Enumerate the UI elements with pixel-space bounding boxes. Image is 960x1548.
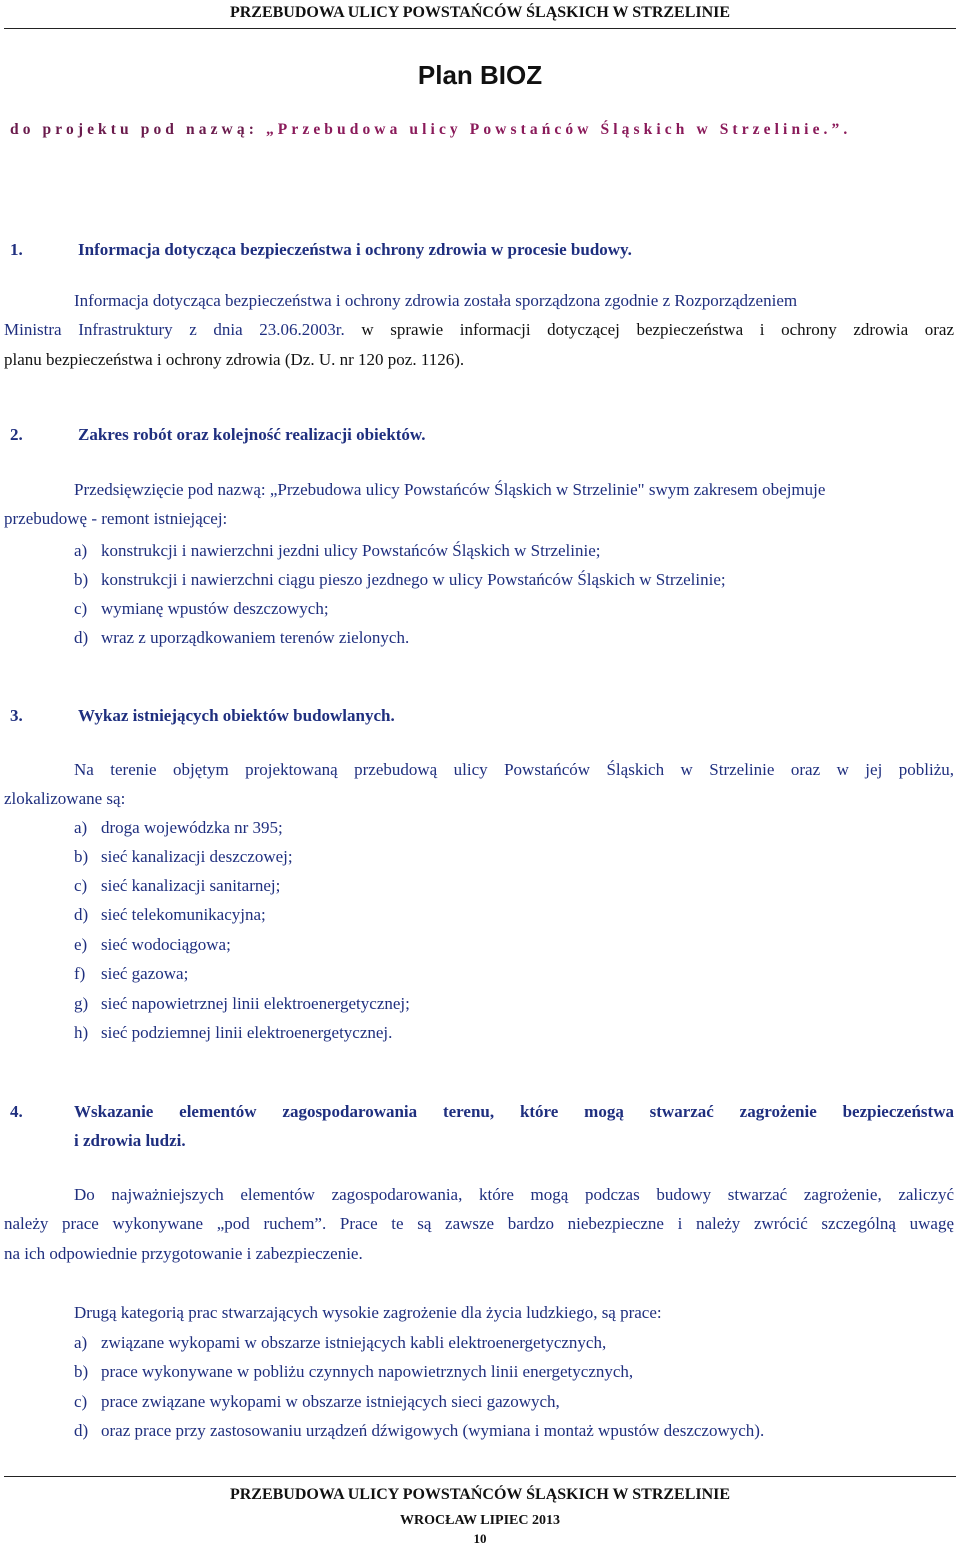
section-1-title: Informacja dotycząca bezpieczeństwa i ochrony zdrowia w procesie budowy.	[78, 240, 632, 259]
section-2-title: Zakres robót oraz kolejność realizacji obiektów.	[78, 425, 426, 444]
footer-rule	[4, 1476, 956, 1477]
running-header: PRZEBUDOWA ULICY POWSTAŃCÓW ŚLĄSKICH W STRZELINIE	[229, 4, 731, 21]
section-1-line-blue-part: Ministra Infrastruktury z dnia 23.06.2003r.	[4, 320, 345, 339]
page-number: 10	[473, 1531, 487, 1546]
running-footer: PRZEBUDOWA ULICY POWSTAŃCÓW ŚLĄSKICH W STRZELINIE	[229, 1486, 731, 1503]
list-item: c) prace związane wykopami w obszarze istniejących sieci gazowych,	[74, 1392, 560, 1411]
section-1-line: Informacja dotycząca bezpieczeństwa i ochrony zdrowia została sporządzona zgodnie z Rozporządzeniem	[74, 291, 798, 310]
section-1-line: planu bezpieczeństwa i ochrony zdrowia (Dz. U. nr 120 poz. 1126).	[4, 350, 465, 369]
section-3-number: 3.	[10, 706, 23, 725]
list-item: a) związane wykopami w obszarze istniejących kabli elektroenergetycznych,	[74, 1333, 607, 1352]
section-2-line: przebudowę - remont istniejącej:	[4, 509, 228, 528]
list-item: f) sieć gazowa;	[74, 964, 189, 983]
section-4-para-line: Do najważniejszych elementów zagospodarowania, które mogą podczas budowy stwarzać zagrożenie, zaliczyć	[74, 1185, 954, 1204]
list-item: d) wraz z uporządkowaniem terenów zielonych.	[74, 628, 410, 647]
list-item: b) konstrukcji i nawierzchni ciągu pieszo jezdnego w ulicy Powstańców Śląskich w Strzelinie;	[74, 570, 726, 589]
list-item: a) konstrukcji i nawierzchni jezdni ulicy Powstańców Śląskich w Strzelinie;	[74, 541, 601, 560]
section-4-para-line: należy prace wykonywane „pod ruchem”. Prace te są zawsze bardzo niebezpieczne i należy zwrócić szczególną uwagę	[4, 1214, 954, 1233]
header-rule	[4, 28, 956, 29]
document-title: Plan BIOZ	[417, 60, 543, 90]
section-3-title: Wykaz istniejących obiektów budowlanych.	[78, 706, 395, 725]
list-item: b) prace wykonywane w pobliżu czynnych napowietrznych linii energetycznych,	[74, 1362, 634, 1381]
section-2-number: 2.	[10, 425, 23, 444]
section-4-para-line: na ich odpowiednie przygotowanie i zabezpieczenie.	[4, 1244, 363, 1263]
list-item: a) droga wojewódzka nr 395;	[74, 818, 283, 837]
section-3-line: zlokalizowane są:	[4, 789, 126, 808]
list-item: c) sieć kanalizacji sanitarnej;	[74, 876, 281, 895]
section-2-heading	[10, 425, 426, 445]
project-line	[10, 121, 960, 139]
list-item: g) sieć napowietrznej linii elektroenergetycznej;	[74, 994, 410, 1013]
section-1-heading	[10, 240, 632, 260]
section-1-number: 1.	[10, 240, 23, 259]
list-item: d) oraz prace przy zastosowaniu urządzeń dźwigowych (wymiana i montaż wpustów deszczowych).	[74, 1421, 765, 1440]
list-item: c) wymianę wpustów deszczowych;	[74, 599, 329, 618]
project-prefix: do projektu pod nazwą:	[10, 121, 266, 138]
list-item: d) sieć telekomunikacyjna;	[74, 905, 266, 924]
list-item: b) sieć kanalizacji deszczowej;	[74, 847, 293, 866]
section-2-line: Przedsięwzięcie pod nazwą: „Przebudowa ulicy Powstańców Śląskich w Strzelinie" swym zakresem obejmuje	[74, 480, 826, 499]
list-item: e) sieć wodociągowa;	[74, 935, 231, 954]
section-3-heading	[10, 706, 395, 726]
section-1-line-rest: w sprawie informacji dotyczącej bezpieczeństwa i ochrony zdrowia oraz	[361, 320, 955, 339]
project-name: „Przebudowa ulicy Powstańców Śląskich w Strzelinie.”.	[265, 121, 852, 138]
section-3-line: Na terenie objętym projektowaną przebudową ulicy Powstańców Śląskich w Strzelinie oraz w jej pobliżu,	[74, 760, 954, 779]
section-4-title-line: Wskazanie elementów zagospodarowania terenu, które mogą stwarzać zagrożenie bezpieczeństwa	[74, 1102, 954, 1121]
footer-place-date: WROCŁAW LIPIEC 2013	[400, 1513, 560, 1528]
section-1-line	[4, 320, 954, 340]
section-4-number: 4.	[10, 1102, 23, 1121]
section-4-title-line: i zdrowia ludzi.	[74, 1131, 186, 1150]
section-4-para: Drugą kategorią prac stwarzających wysokie zagrożenie dla życia ludzkiego, są prace:	[74, 1303, 662, 1322]
list-item: h) sieć podziemnej linii elektroenergetycznej.	[74, 1023, 393, 1042]
section-4-heading	[10, 1102, 954, 1122]
